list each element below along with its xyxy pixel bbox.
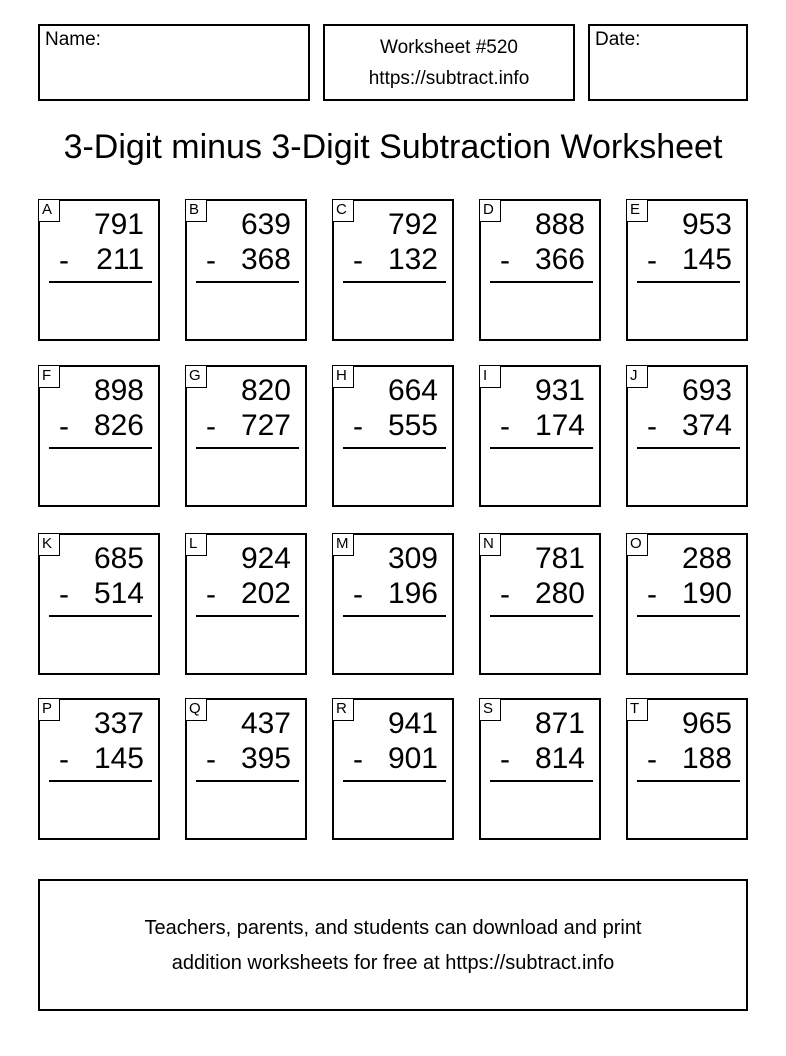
minus-sign: - — [500, 410, 510, 443]
minuend: 888 — [534, 208, 585, 241]
minuend: 288 — [681, 542, 732, 575]
subtrahend: 514 — [93, 577, 144, 610]
footer-box — [38, 879, 748, 1011]
problem-card — [479, 199, 601, 341]
problem-card — [626, 199, 748, 341]
answer-line — [490, 447, 593, 449]
answer-line — [343, 780, 446, 782]
problem-card — [38, 199, 160, 341]
problem-label: C — [332, 199, 354, 222]
minuend: 965 — [681, 707, 732, 740]
problem-card — [332, 365, 454, 507]
minuend: 693 — [681, 374, 732, 407]
name-box — [38, 24, 310, 101]
minus-sign: - — [647, 578, 657, 611]
minuend: 337 — [93, 707, 144, 740]
date-box — [588, 24, 748, 101]
minuend: 953 — [681, 208, 732, 241]
worksheet-website: https://subtract.info — [368, 68, 530, 89]
worksheet-info-box — [323, 24, 575, 101]
problem-label: P — [38, 698, 60, 721]
problem-label: M — [332, 533, 354, 556]
problem-label: R — [332, 698, 354, 721]
answer-line — [196, 615, 299, 617]
subtrahend: 901 — [387, 742, 438, 775]
subtrahend: 145 — [681, 243, 732, 276]
answer-line — [490, 780, 593, 782]
name-label: Name: — [45, 29, 101, 50]
problem-label: Q — [185, 698, 207, 721]
subtrahend: 196 — [387, 577, 438, 610]
minus-sign: - — [353, 743, 363, 776]
answer-line — [490, 615, 593, 617]
problem-card — [479, 698, 601, 840]
problem-card — [626, 533, 748, 675]
answer-line — [490, 281, 593, 283]
problem-label: J — [626, 365, 648, 388]
minuend: 871 — [534, 707, 585, 740]
minus-sign: - — [500, 743, 510, 776]
minus-sign: - — [206, 410, 216, 443]
footer-line-2: addition worksheets for free at https://subtract.info — [171, 952, 615, 974]
minus-sign: - — [206, 743, 216, 776]
answer-line — [49, 447, 152, 449]
problem-card — [479, 533, 601, 675]
problem-card — [332, 698, 454, 840]
footer-line-1: Teachers, parents, and students can download and print — [144, 917, 642, 939]
subtrahend: 132 — [387, 243, 438, 276]
page-title: 3-Digit minus 3-Digit Subtraction Worksheet — [63, 128, 723, 166]
problem-card — [185, 365, 307, 507]
minus-sign: - — [59, 244, 69, 277]
subtrahend: 555 — [387, 409, 438, 442]
subtrahend: 188 — [681, 742, 732, 775]
problem-label: B — [185, 199, 207, 222]
answer-line — [196, 281, 299, 283]
minuend: 781 — [534, 542, 585, 575]
answer-line — [637, 615, 740, 617]
minus-sign: - — [59, 410, 69, 443]
answer-line — [49, 615, 152, 617]
minuend: 792 — [387, 208, 438, 241]
problem-label: D — [479, 199, 501, 222]
subtrahend: 395 — [240, 742, 291, 775]
problem-label: E — [626, 199, 648, 222]
problem-card — [185, 698, 307, 840]
problem-card — [332, 533, 454, 675]
minuend: 309 — [387, 542, 438, 575]
answer-line — [343, 281, 446, 283]
problem-card — [185, 199, 307, 341]
problem-card — [38, 698, 160, 840]
answer-line — [196, 447, 299, 449]
minus-sign: - — [500, 578, 510, 611]
minus-sign: - — [647, 743, 657, 776]
problem-card — [332, 199, 454, 341]
worksheet-number: Worksheet #520 — [379, 37, 518, 58]
minus-sign: - — [59, 578, 69, 611]
problem-card — [38, 533, 160, 675]
problem-label: S — [479, 698, 501, 721]
minuend: 639 — [240, 208, 291, 241]
minuend: 664 — [387, 374, 438, 407]
minus-sign: - — [647, 244, 657, 277]
minuend: 685 — [93, 542, 144, 575]
subtrahend: 174 — [534, 409, 585, 442]
problem-label: O — [626, 533, 648, 556]
minus-sign: - — [353, 410, 363, 443]
problem-label: H — [332, 365, 354, 388]
minus-sign: - — [353, 244, 363, 277]
minuend: 931 — [534, 374, 585, 407]
minus-sign: - — [59, 743, 69, 776]
subtrahend: 145 — [93, 742, 144, 775]
minus-sign: - — [500, 244, 510, 277]
problem-label: I — [479, 365, 501, 388]
answer-line — [49, 281, 152, 283]
problem-label: G — [185, 365, 207, 388]
subtrahend: 202 — [240, 577, 291, 610]
subtrahend: 211 — [96, 243, 144, 276]
subtrahend: 190 — [681, 577, 732, 610]
minus-sign: - — [647, 410, 657, 443]
answer-line — [343, 615, 446, 617]
subtrahend: 374 — [681, 409, 732, 442]
minuend: 437 — [240, 707, 291, 740]
problem-label: T — [626, 698, 648, 721]
problem-label: F — [38, 365, 60, 388]
minus-sign: - — [206, 578, 216, 611]
problem-card — [479, 365, 601, 507]
subtrahend: 368 — [240, 243, 291, 276]
minuend: 898 — [93, 374, 144, 407]
answer-line — [637, 780, 740, 782]
minus-sign: - — [206, 244, 216, 277]
problem-label: N — [479, 533, 501, 556]
answer-line — [637, 281, 740, 283]
date-label: Date: — [595, 29, 641, 50]
subtrahend: 727 — [240, 409, 291, 442]
subtrahend: 366 — [534, 243, 585, 276]
problem-label: A — [38, 199, 60, 222]
subtrahend: 826 — [93, 409, 144, 442]
minuend: 791 — [93, 208, 144, 241]
problem-label: L — [185, 533, 207, 556]
minuend: 924 — [240, 542, 291, 575]
answer-line — [49, 780, 152, 782]
answer-line — [343, 447, 446, 449]
minus-sign: - — [353, 578, 363, 611]
minuend: 820 — [240, 374, 291, 407]
problem-card — [38, 365, 160, 507]
minuend: 941 — [387, 707, 438, 740]
problem-card — [185, 533, 307, 675]
subtrahend: 814 — [534, 742, 585, 775]
answer-line — [196, 780, 299, 782]
subtrahend: 280 — [534, 577, 585, 610]
problem-card — [626, 365, 748, 507]
problem-label: K — [38, 533, 60, 556]
problem-card — [626, 698, 748, 840]
answer-line — [637, 447, 740, 449]
